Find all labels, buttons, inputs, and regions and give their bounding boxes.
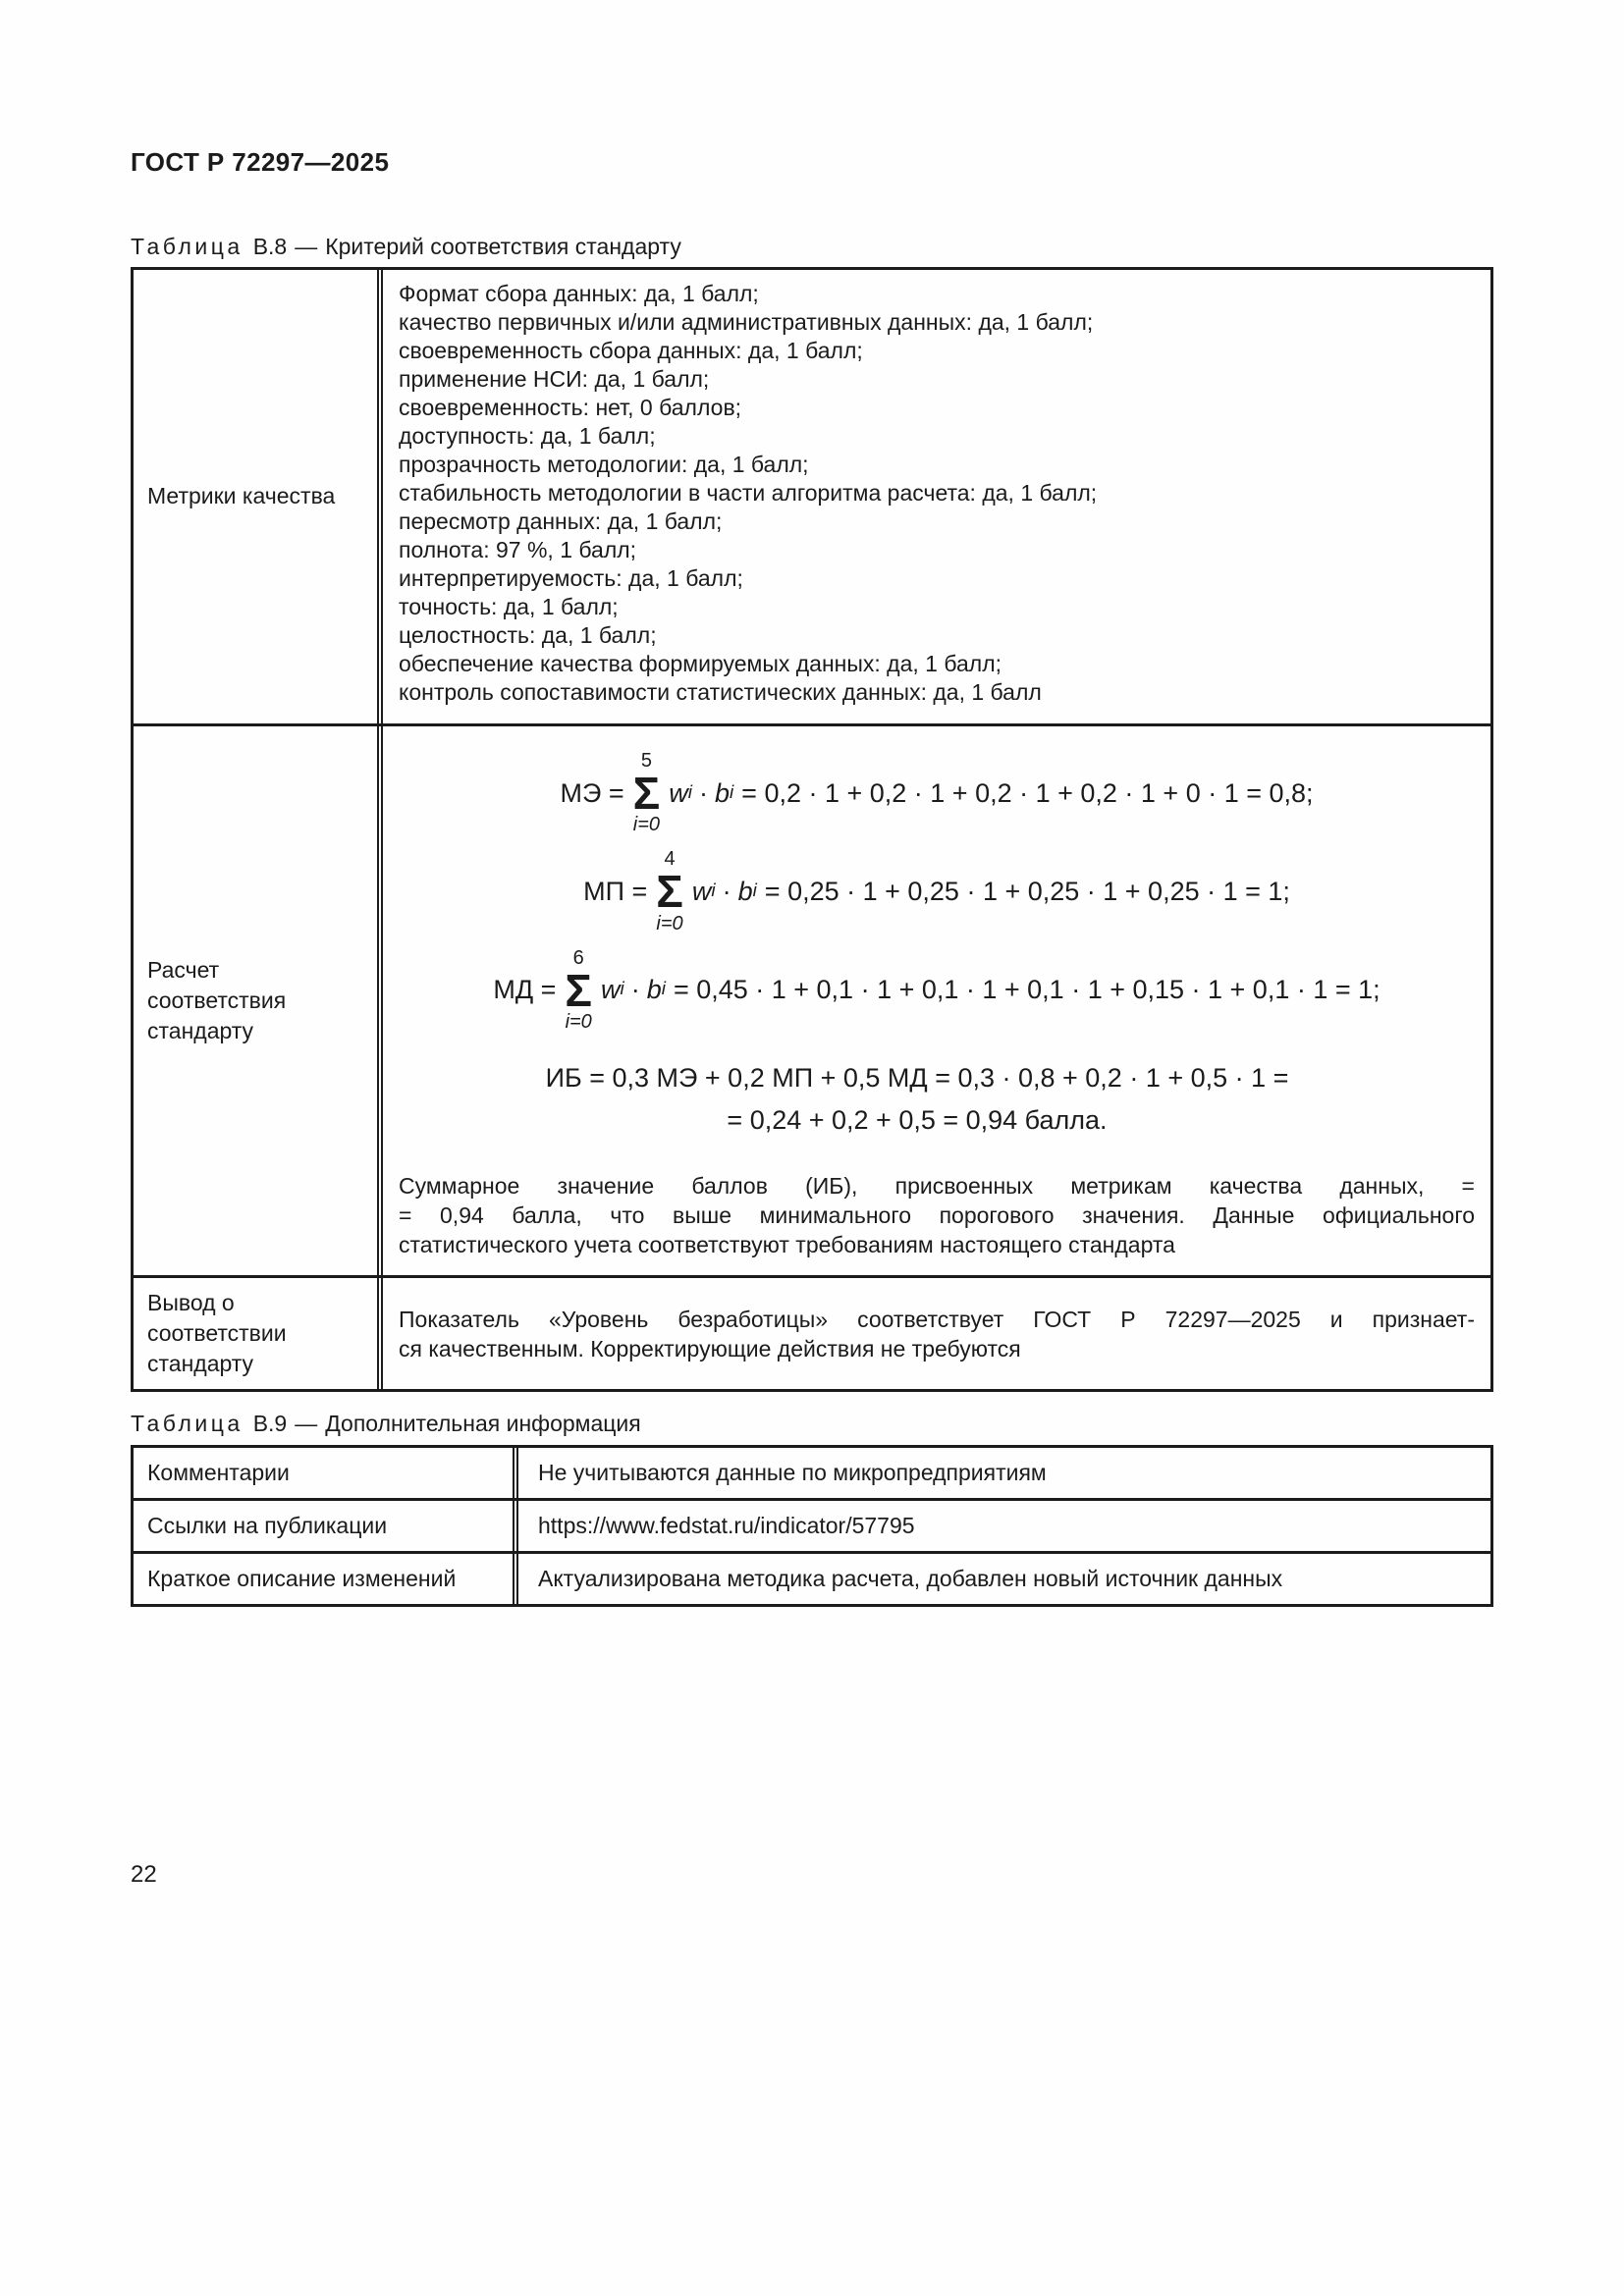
summary-line: статистического учета соответствуют требованиям настоящего стандарта — [399, 1232, 1175, 1258]
table-b8 — [131, 267, 1493, 1392]
summary-line: = 0,94 балла, что выше минимального порогового значения. Данные официального — [399, 1202, 1475, 1229]
caption-number: В.9 — [252, 1411, 288, 1436]
formula-ib-line1: ИБ = 0,3 МЭ + 0,2 МП + 0,5 МД = 0,3 · 0,8 + 0,2 · 1 + 0,5 · 1 = — [545, 1062, 1289, 1093]
sum-symbol — [656, 848, 683, 934]
page-number: 22 — [131, 1861, 157, 1888]
subscript-i: i — [661, 979, 666, 1000]
subscript-i: i — [620, 979, 624, 1000]
caption-number: В.8 — [252, 234, 288, 259]
sum-symbol — [565, 947, 592, 1034]
caption-word: Таблица — [131, 234, 244, 259]
conclusion-line: ся качественным. Корректирующие действия не требуются — [399, 1335, 1021, 1362]
metric-line: Формат сбора данных: да, 1 балл; — [399, 281, 759, 306]
row-label-comments: Комментарии — [134, 1448, 518, 1498]
formula-lhs: МЭ = — [560, 777, 624, 808]
var-w: w — [669, 777, 688, 808]
formula-rhs: = 0,45 · 1 + 0,1 · 1 + 0,1 · 1 + 0,1 · 1 + 0,15 · 1 + 0,1 · 1 = 1; — [673, 975, 1380, 1005]
summary-line: Суммарное значение баллов (ИБ), присвоенных метрикам качества данных, = — [399, 1173, 1475, 1200]
metric-line: стабильность методологии в части алгоритма расчета: да, 1 балл; — [399, 480, 1098, 506]
metric-line: доступность: да, 1 балл; — [399, 423, 656, 449]
formula-me — [399, 750, 1475, 836]
metric-line: своевременность: нет, 0 баллов; — [399, 395, 742, 420]
conclusion-cell — [383, 1278, 1490, 1389]
formula-mp — [399, 848, 1475, 934]
subscript-i: i — [711, 881, 716, 902]
caption-title: Критерий соответствия стандарту — [325, 234, 681, 259]
formula-rhs: = 0,2 · 1 + 0,2 · 1 + 0,2 · 1 + 0,2 · 1 + 0 · 1 = 0,8; — [741, 777, 1314, 808]
sum-upper-limit: 4 — [664, 848, 676, 871]
page-header: ГОСТ Р 72297—2025 — [131, 147, 390, 177]
sigma-icon: Σ — [565, 964, 592, 1016]
subscript-i: i — [687, 781, 692, 803]
subscript-i: i — [729, 781, 734, 803]
caption-dash: — — [295, 234, 318, 259]
publication-link-value: https://www.fedstat.ru/indicator/57795 — [538, 1512, 915, 1538]
metric-line: полнота: 97 %, 1 балл; — [399, 537, 637, 562]
table-row-metrics — [134, 270, 1490, 723]
calculation-cell — [383, 726, 1490, 1275]
table-row-publication-links — [134, 1498, 1490, 1551]
sum-upper-limit: 5 — [640, 750, 652, 772]
table-b9 — [131, 1445, 1493, 1607]
dot-operator: · — [722, 876, 731, 906]
row-label-publication-links: Ссылки на публикации — [134, 1501, 518, 1551]
metric-line: качество первичных и/или административных данных: да, 1 балл; — [399, 309, 1094, 335]
table-row-comments — [134, 1448, 1490, 1498]
sum-upper-limit: 6 — [572, 946, 584, 969]
conclusion-line: Показатель «Уровень безработицы» соответствует ГОСТ Р 72297—2025 и признает- — [399, 1306, 1475, 1332]
formula-lhs: МД = — [493, 975, 557, 1005]
caption-word: Таблица — [131, 1411, 244, 1436]
table-row-conclusion — [134, 1275, 1490, 1389]
metric-line: обеспечение качества формируемых данных: да, 1 балл; — [399, 651, 1002, 676]
metric-line: пересмотр данных: да, 1 балл; — [399, 508, 723, 534]
caption-title: Дополнительная информация — [325, 1411, 641, 1436]
row-label-metrics: Метрики качества — [134, 270, 383, 723]
metric-line: прозрачность методологии: да, 1 балл; — [399, 452, 809, 477]
change-description-value: Актуализирована методика расчета, добавлен новый источник данных — [538, 1565, 1283, 1591]
sum-lower-limit: i=0 — [565, 1010, 592, 1033]
dot-operator: · — [698, 777, 708, 808]
metric-line: контроль сопоставимости статистических данных: да, 1 балл — [399, 679, 1042, 705]
comments-value: Не учитываются данные по микропредприятиям — [538, 1459, 1047, 1485]
caption-dash: — — [295, 1411, 318, 1436]
formula-ib — [399, 1057, 1435, 1142]
formula-lhs: МП = — [583, 876, 648, 906]
formula-ib-line2: = 0,24 + 0,2 + 0,5 = 0,94 балла. — [727, 1105, 1108, 1136]
table-b9-caption — [131, 1411, 641, 1437]
table-row-change-description — [134, 1551, 1490, 1604]
row-label-change-description: Краткое описание изменений — [134, 1554, 518, 1604]
table-b8-caption — [131, 234, 681, 260]
metrics-list — [399, 280, 1475, 707]
row-label-conclusion: Вывод о соответствии стандарту — [134, 1278, 383, 1389]
sigma-icon: Σ — [632, 768, 661, 819]
var-b: b — [737, 876, 753, 906]
subscript-i: i — [752, 881, 757, 902]
metric-line: интерпретируемость: да, 1 балл; — [399, 565, 743, 591]
sum-lower-limit: i=0 — [632, 814, 661, 836]
metric-line: применение НСИ: да, 1 балл; — [399, 366, 710, 392]
var-b: b — [646, 975, 662, 1005]
metric-line: своевременность сбора данных: да, 1 балл; — [399, 338, 863, 363]
sigma-icon: Σ — [656, 866, 683, 918]
var-w: w — [601, 975, 621, 1005]
metrics-cell — [383, 270, 1490, 723]
var-b: b — [714, 777, 730, 808]
row-label-calculation: Расчет соответствия стандарту — [134, 726, 383, 1275]
metric-line: точность: да, 1 балл; — [399, 594, 619, 619]
var-w: w — [691, 876, 712, 906]
sum-symbol — [633, 750, 661, 836]
formula-rhs: = 0,25 · 1 + 0,25 · 1 + 0,25 · 1 + 0,25 · 1 = 1; — [764, 876, 1290, 906]
calculation-summary — [399, 1171, 1475, 1259]
dot-operator: · — [630, 975, 640, 1005]
sum-lower-limit: i=0 — [656, 912, 683, 934]
table-row-calculation — [134, 723, 1490, 1275]
formula-md — [399, 947, 1475, 1034]
metric-line: целостность: да, 1 балл; — [399, 622, 657, 648]
